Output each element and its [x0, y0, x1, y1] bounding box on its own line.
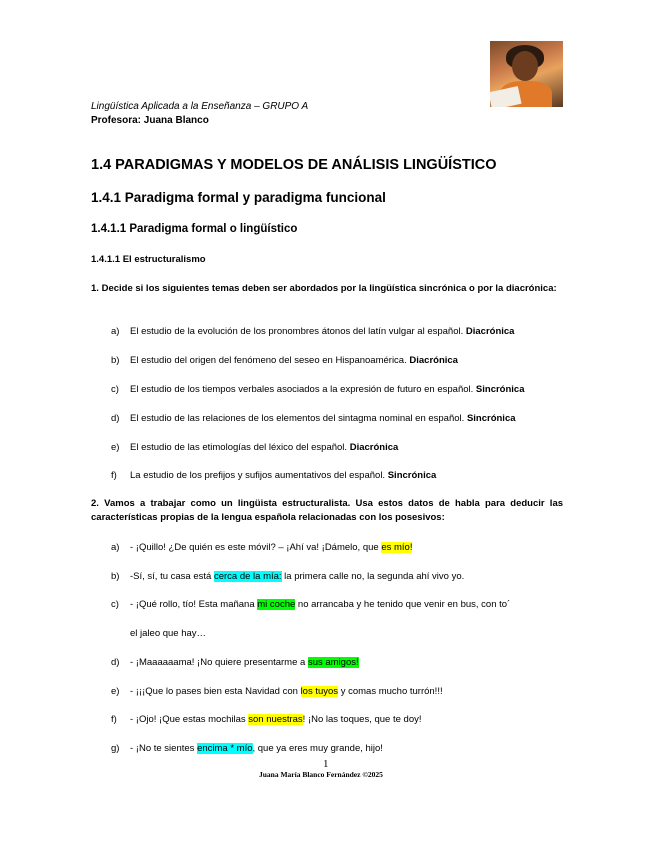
question-2-text: Vamos a trabajar como un lingüista estructuralista. Usa estos datos de habla para deducir las características propias de la lengua española relacionadas con los posesivos: [91, 498, 564, 523]
student-photo [490, 41, 563, 107]
highlight: mi coche [257, 599, 296, 610]
answer: Sincrónica [387, 470, 437, 481]
highlight: los tuyos [300, 686, 339, 697]
q1-item-d: d) El estudio de las relaciones de los elementos del sintagma nominal en español. Sincrónica [111, 413, 516, 424]
heading-3: 1.4.1.1 Paradigma formal o lingüístico [91, 223, 298, 235]
professor-name: Profesora: Juana Blanco [91, 115, 209, 126]
heading-2: 1.4.1 Paradigma formal y paradigma funcional [91, 190, 386, 205]
answer: Diacrónica [409, 355, 458, 366]
answer: Sincrónica [466, 413, 516, 424]
q1-item-c: c) El estudio de los tiempos verbales asociados a la expresión de futuro en español. Sincrónica [111, 384, 525, 395]
q2-item-g: g) - ¡No te sientes encima * mío, que ya eres muy grande, hijo! [111, 743, 383, 754]
footer-author: Juana María Blanco Fernández ©2025 [259, 770, 383, 779]
question-1-number: 1. [91, 283, 99, 294]
highlight: cerca de la mía: [213, 571, 282, 582]
q2-item-e: e) - ¡¡¡Que lo pases bien esta Navidad con los tuyos y comas mucho turrón!!! [111, 686, 443, 697]
heading-4-number: 1.4.1.1 [91, 254, 121, 265]
heading-4 [91, 254, 206, 265]
question-1-text: Decide si los siguientes temas deben ser abordados por la lingüística sincrónica o por la diacrónica: [101, 283, 557, 294]
q1-item-b: b) El estudio del origen del fenómeno del seseo en Hispanoamérica. Diacrónica [111, 355, 458, 366]
question-2-number: 2. [91, 498, 99, 509]
answer: Sincrónica [475, 384, 525, 395]
answer: Diacrónica [465, 326, 515, 337]
heading-1: 1.4 PARADIGMAS Y MODELOS DE ANÁLISIS LINGÜÍSTICO [91, 157, 497, 173]
page-number: 1 [323, 758, 329, 770]
question-2 [91, 497, 563, 525]
answer: Diacrónica [349, 442, 399, 453]
q1-item-f: f) La estudio de los prefijos y sufijos aumentativos del español. Sincrónica [111, 470, 437, 481]
q2-item-f: f) - ¡Ojo! ¡Que estas mochilas son nuestras! ¡No las toques, que te doy! [111, 714, 422, 725]
highlight: encima * mío [197, 743, 253, 754]
highlight: es mío! [381, 542, 413, 553]
document-header [91, 100, 308, 128]
q2-item-a: a) - ¡Quillo! ¿De quién es este móvil? – ¡Ahí va! ¡Dámelo, que es mío! [111, 542, 413, 553]
q2-item-c: c) - ¡Qué rollo, tío! Esta mañana mi coche no arrancaba y he tenido que venir en bus, con to´ [111, 599, 511, 610]
highlight: sus amigos! [307, 657, 359, 668]
highlight: son nuestras [248, 714, 303, 725]
q2-item-b: b) -Sí, sí, tu casa está cerca de la mía: la primera calle no, la segunda ahí vivo yo. [111, 571, 465, 582]
q2-item-c-continuation: el jaleo que hay… [130, 628, 207, 639]
q1-item-e: e) El estudio de las etimologías del léxico del español. Diacrónica [111, 442, 399, 453]
heading-4-text: El estructuralismo [122, 254, 206, 265]
course-title: Lingüística Aplicada a la Enseñanza – GRUPO A [91, 101, 309, 112]
question-1 [91, 282, 563, 296]
q1-item-a: a) El estudio de la evolución de los pronombres átonos del latín vulgar al español. Diacrónica [111, 326, 515, 337]
q2-item-d: d) - ¡Maaaaaama! ¡No quiere presentarme a sus amigos! [111, 657, 359, 668]
